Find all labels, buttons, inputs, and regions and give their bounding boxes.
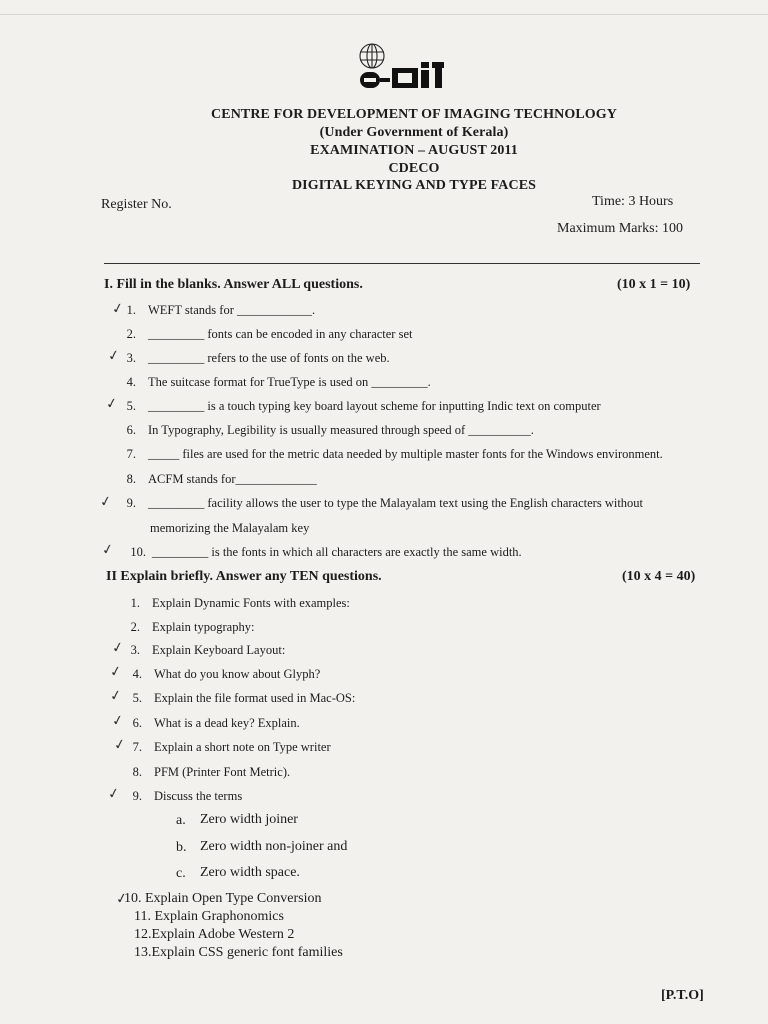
question-text-continuation: memorizing the Malayalam key xyxy=(150,521,310,535)
check-mark-icon: ✓ xyxy=(100,541,116,559)
question-text: _________ refers to the use of fonts on the web. xyxy=(148,351,390,365)
please-turn-over: [P.T.O] xyxy=(661,988,704,1003)
question-text: 13.Explain CSS generic font families xyxy=(134,945,343,960)
question-number: 6. xyxy=(126,423,136,437)
question-text: ACFM stands for_____________ xyxy=(148,472,317,486)
question-text: Explain typography: xyxy=(152,620,255,634)
register-number-label: Register No. xyxy=(101,197,172,212)
page-edge xyxy=(0,14,768,15)
subitem-letter: c. xyxy=(176,866,186,881)
exam-title: EXAMINATION – AUGUST 2011 xyxy=(310,143,518,158)
question-number: 2. xyxy=(126,327,136,341)
question-number: 5. xyxy=(132,691,142,705)
question-number: 3. xyxy=(126,351,136,365)
section-1-title: I. Fill in the blanks. Answer ALL questions. xyxy=(104,277,363,292)
section-2-score: (10 x 4 = 40) xyxy=(622,569,696,584)
subitem-text: Zero width non-joiner and xyxy=(200,839,348,854)
question-text: The suitcase format for TrueType is used on _________. xyxy=(148,375,431,389)
check-mark-icon: ✓ xyxy=(106,347,122,365)
exam-duration: Time: 3 Hours xyxy=(592,194,674,209)
question-text: Explain the file format used in Mac-OS: xyxy=(154,691,356,705)
question-text: 10. Explain Open Type Conversion xyxy=(124,891,322,906)
subitem-text: Zero width space. xyxy=(200,865,300,880)
question-text: What do you know about Glyph? xyxy=(154,667,321,681)
question-text: What is a dead key? Explain. xyxy=(154,716,300,730)
question-number: 3. xyxy=(130,643,140,657)
question-number: 9. xyxy=(132,789,142,803)
question-text: WEFT stands for ____________. xyxy=(148,303,316,317)
question-text: 12.Explain Adobe Western 2 xyxy=(134,927,295,942)
subitem-letter: a. xyxy=(176,813,186,828)
question-text: _________ fonts can be encoded in any character set xyxy=(148,327,413,341)
institution-title: CENTRE FOR DEVELOPMENT OF IMAGING TECHNOLOGY xyxy=(211,107,617,122)
question-number: 7. xyxy=(132,740,142,754)
check-mark-icon: ✓ xyxy=(114,890,130,908)
check-mark-icon: ✓ xyxy=(110,639,126,657)
check-mark-icon: ✓ xyxy=(98,493,114,511)
check-mark-icon: ✓ xyxy=(104,395,120,413)
question-text: Explain a short note on Type writer xyxy=(154,740,331,754)
check-mark-icon: ✓ xyxy=(112,736,128,754)
question-number: 8. xyxy=(132,765,142,779)
question-text: In Typography, Legibility is usually measured through speed of __________. xyxy=(148,423,534,437)
paper-title: DIGITAL KEYING AND TYPE FACES xyxy=(291,178,537,193)
question-number: 5. xyxy=(126,399,136,413)
question-text: _____ files are used for the metric data needed by multiple master fonts for the Windows environment. xyxy=(148,447,663,461)
question-number: 10. xyxy=(130,545,146,559)
check-mark-icon: ✓ xyxy=(108,663,124,681)
section-1-score: (10 x 1 = 10) xyxy=(617,277,691,292)
check-mark-icon: ✓ xyxy=(108,687,124,705)
subitem-text: Zero width joiner xyxy=(200,812,298,827)
check-mark-icon: ✓ xyxy=(106,785,122,803)
question-number: 1. xyxy=(130,596,140,610)
question-text: Explain Dynamic Fonts with examples: xyxy=(152,596,350,610)
divider-line xyxy=(104,263,700,264)
question-text: 11. Explain Graphonomics xyxy=(134,909,284,924)
question-text: _________ is the fonts in which all characters are exactly the same width. xyxy=(152,545,522,559)
question-number: 1. xyxy=(126,303,136,317)
question-number: 9. xyxy=(126,496,136,510)
cdit-globe-logo xyxy=(356,42,448,94)
question-number: 8. xyxy=(126,472,136,486)
subitem-letter: b. xyxy=(176,840,187,855)
question-text: _________ facility allows the user to type the Malayalam text using the English characters without xyxy=(148,496,644,510)
question-number: 4. xyxy=(132,667,142,681)
question-number: 7. xyxy=(126,447,136,461)
government-subtitle: (Under Government of Kerala) xyxy=(319,125,509,140)
question-text: Discuss the terms xyxy=(154,789,243,803)
question-number: 4. xyxy=(126,375,136,389)
check-mark-icon: ✓ xyxy=(110,300,126,318)
section-2-title: II Explain briefly. Answer any TEN questions. xyxy=(106,569,382,584)
question-text: _________ is a touch typing key board layout scheme for inputting Indic text on computer xyxy=(148,399,601,413)
course-code: CDECO xyxy=(388,161,440,176)
question-text: PFM (Printer Font Metric). xyxy=(154,765,291,779)
maximum-marks: Maximum Marks: 100 xyxy=(557,221,683,236)
question-number: 2. xyxy=(130,620,140,634)
check-mark-icon: ✓ xyxy=(110,712,126,730)
question-text: Explain Keyboard Layout: xyxy=(152,643,286,657)
question-number: 6. xyxy=(132,716,142,730)
